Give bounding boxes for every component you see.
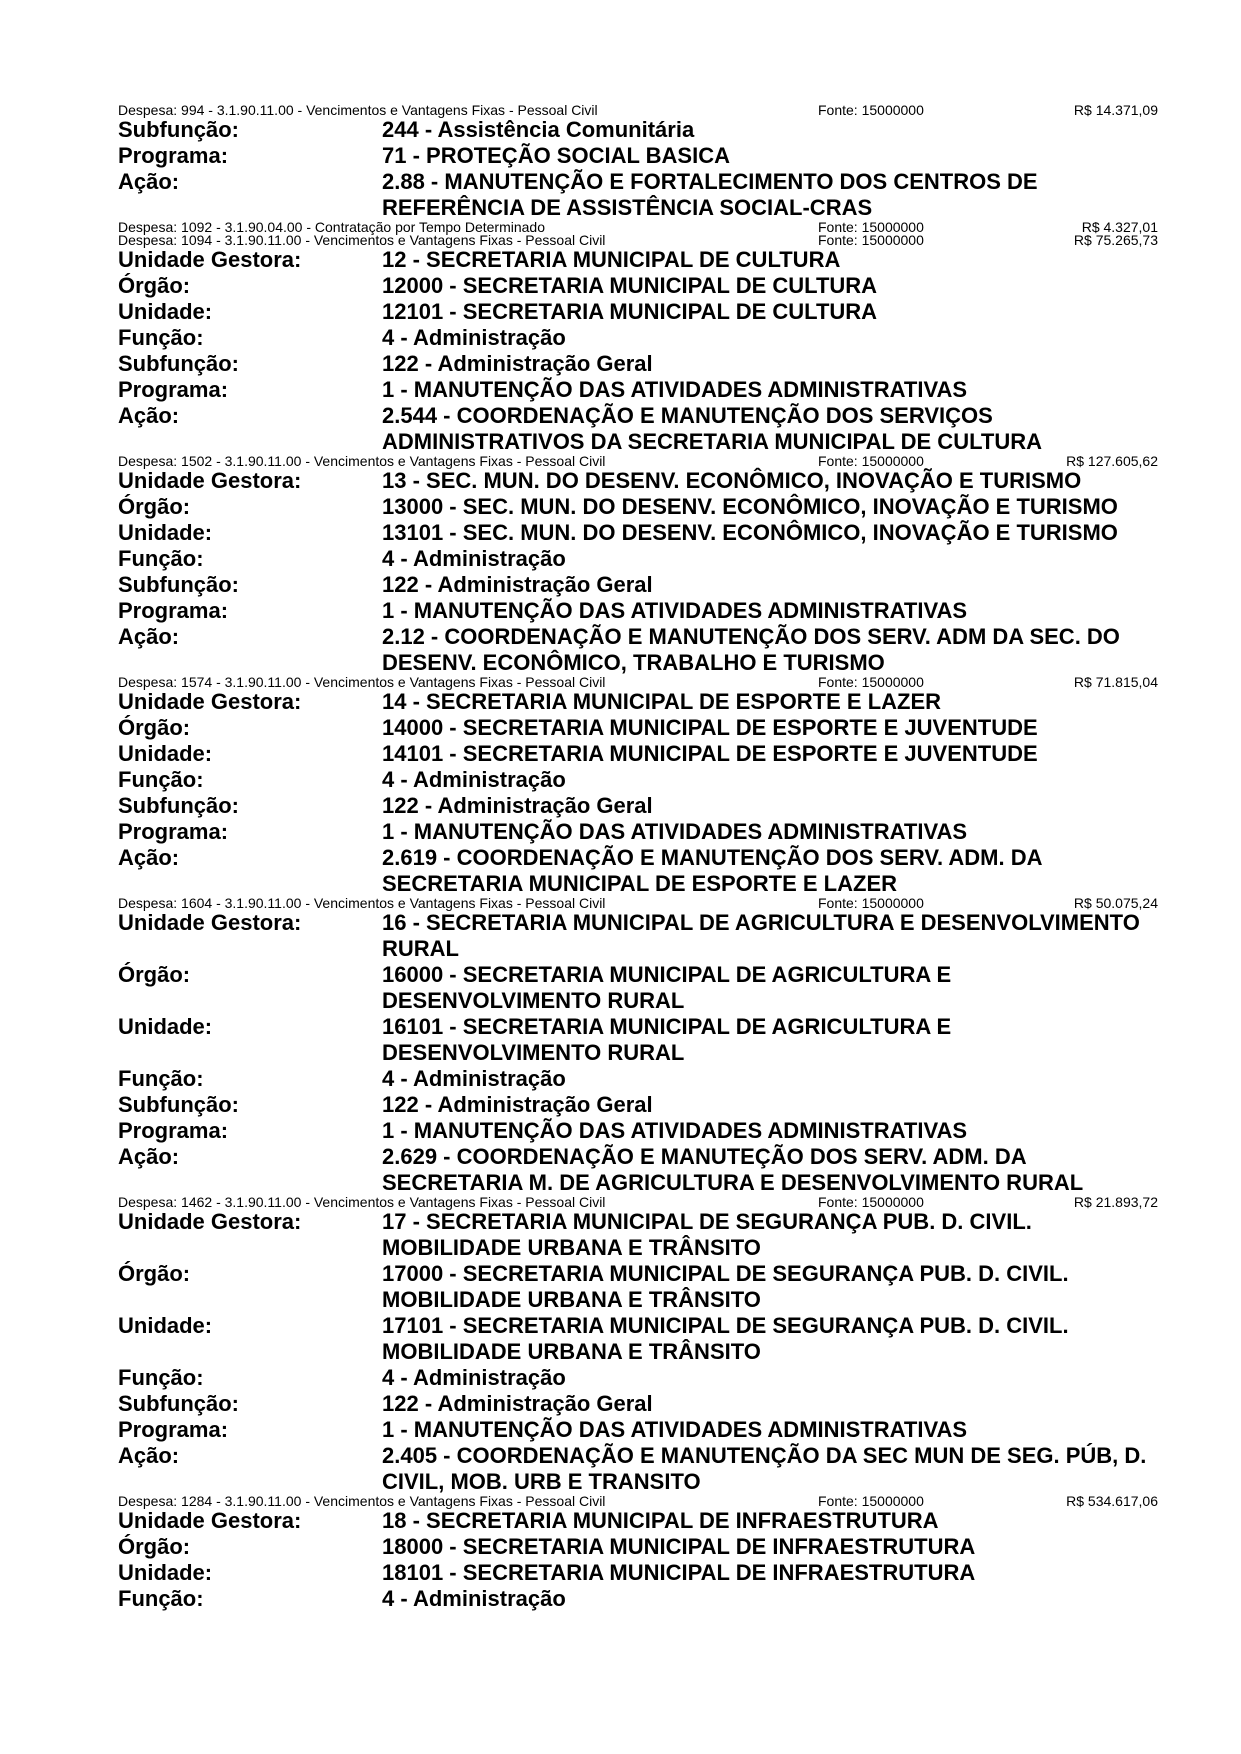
field-value: 17101 - SECRETARIA MUNICIPAL DE SEGURANÇA PUB. D. CIVIL. MOBILIDADE URBANA E TRÂNSITO: [382, 1313, 1069, 1364]
field-value: 4 - Administração: [382, 767, 566, 792]
field-label: Órgão:: [118, 273, 191, 298]
field-label: Ação:: [118, 1443, 180, 1468]
field-value: 14000 - SECRETARIA MUNICIPAL DE ESPORTE E JUVENTUDE: [382, 715, 1038, 740]
field-row: [118, 117, 1158, 143]
field-row: [118, 1066, 1158, 1092]
despesa-fonte: Fonte: 15000000: [818, 232, 924, 248]
despesa-description: Despesa: 1094 - 3.1.90.11.00 - Vencimentos e Vantagens Fixas - Pessoal Civil: [118, 232, 606, 248]
field-label: Subfunção:: [118, 117, 239, 142]
field-value: 13101 - SEC. MUN. DO DESENV. ECONÔMICO, INOVAÇÃO E TURISMO: [382, 520, 1118, 545]
field-label: Programa:: [118, 143, 229, 168]
despesa-line: [118, 897, 1158, 910]
field-label: Ação:: [118, 845, 180, 870]
field-value: 4 - Administração: [382, 1586, 566, 1611]
field-row: [118, 468, 1158, 494]
field-value: 1 - MANUTENÇÃO DAS ATIVIDADES ADMINISTRATIVAS: [382, 819, 968, 844]
despesa-fonte: Fonte: 15000000: [818, 674, 924, 690]
field-value: 18 - SECRETARIA MUNICIPAL DE INFRAESTRUTURA: [382, 1508, 939, 1533]
field-label: Subfunção:: [118, 1391, 239, 1416]
field-value: 2.544 - COORDENAÇÃO E MANUTENÇÃO DOS SERVIÇOS ADMINISTRATIVOS DA SECRETARIA MUNICIPAL DE CULTURA: [382, 403, 1042, 454]
despesa-line: [118, 1495, 1158, 1508]
field-value: 18101 - SECRETARIA MUNICIPAL DE INFRAESTRUTURA: [382, 1560, 976, 1585]
field-label: Unidade Gestora:: [118, 689, 302, 714]
field-row: [118, 520, 1158, 546]
field-value: 17000 - SECRETARIA MUNICIPAL DE SEGURANÇA PUB. D. CIVIL. MOBILIDADE URBANA E TRÂNSITO: [382, 1261, 1069, 1312]
field-label: Unidade Gestora:: [118, 1508, 302, 1533]
field-row: [118, 1209, 1158, 1261]
field-label: Unidade:: [118, 1560, 213, 1585]
field-row: [118, 1092, 1158, 1118]
field-label: Órgão:: [118, 962, 191, 987]
field-row: [118, 1365, 1158, 1391]
field-row: [118, 910, 1158, 962]
field-label: Unidade Gestora:: [118, 910, 302, 935]
field-value: 122 - Administração Geral: [382, 1391, 653, 1416]
field-value: 12101 - SECRETARIA MUNICIPAL DE CULTURA: [382, 299, 878, 324]
despesa-fonte: Fonte: 15000000: [818, 895, 924, 911]
field-row: [118, 624, 1158, 676]
field-label: Unidade Gestora:: [118, 247, 302, 272]
field-value: 12 - SECRETARIA MUNICIPAL DE CULTURA: [382, 247, 841, 272]
field-row: [118, 247, 1158, 273]
despesa-description: Despesa: 1092 - 3.1.90.04.00 - Contratação por Tempo Determinado: [118, 219, 545, 235]
field-value: 14 - SECRETARIA MUNICIPAL DE ESPORTE E LAZER: [382, 689, 942, 714]
field-row: [118, 572, 1158, 598]
field-label: Ação:: [118, 624, 180, 649]
field-label: Unidade Gestora:: [118, 1209, 302, 1234]
despesa-description: Despesa: 1462 - 3.1.90.11.00 - Vencimentos e Vantagens Fixas - Pessoal Civil: [118, 1194, 606, 1210]
field-label: Ação:: [118, 1144, 180, 1169]
despesa-description: Despesa: 1502 - 3.1.90.11.00 - Vencimentos e Vantagens Fixas - Pessoal Civil: [118, 453, 606, 469]
despesa-valor: R$ 75.265,73: [1073, 232, 1158, 248]
field-label: Unidade:: [118, 1313, 213, 1338]
field-label: Programa:: [118, 819, 229, 844]
despesa-valor: R$ 14.371,09: [1073, 102, 1158, 118]
field-label: Órgão:: [118, 1534, 191, 1559]
field-label: Subfunção:: [118, 793, 239, 818]
field-value: 12000 - SECRETARIA MUNICIPAL DE CULTURA: [382, 273, 878, 298]
field-row: [118, 351, 1158, 377]
field-row: [118, 1313, 1158, 1365]
field-label: Programa:: [118, 377, 229, 402]
field-row: [118, 546, 1158, 572]
despesa-line: [118, 1196, 1158, 1209]
field-label: Unidade:: [118, 520, 213, 545]
field-row: [118, 377, 1158, 403]
field-row: [118, 689, 1158, 715]
field-label: Função:: [118, 1066, 204, 1091]
field-label: Unidade:: [118, 299, 213, 324]
despesa-description: Despesa: 1604 - 3.1.90.11.00 - Vencimentos e Vantagens Fixas - Pessoal Civil: [118, 895, 606, 911]
field-label: Programa:: [118, 1417, 229, 1442]
field-value: 1 - MANUTENÇÃO DAS ATIVIDADES ADMINISTRATIVAS: [382, 1417, 968, 1442]
budget-listing: [118, 104, 1158, 1612]
despesa-line: [118, 234, 1158, 247]
field-label: Função:: [118, 546, 204, 571]
field-row: [118, 793, 1158, 819]
field-value: 4 - Administração: [382, 325, 566, 350]
field-label: Função:: [118, 767, 204, 792]
field-value: 122 - Administração Geral: [382, 793, 653, 818]
despesa-description: Despesa: 1284 - 3.1.90.11.00 - Vencimentos e Vantagens Fixas - Pessoal Civil: [118, 1493, 606, 1509]
field-row: [118, 1443, 1158, 1495]
field-row: [118, 273, 1158, 299]
despesa-description: Despesa: 1574 - 3.1.90.11.00 - Vencimentos e Vantagens Fixas - Pessoal Civil: [118, 674, 606, 690]
field-label: Órgão:: [118, 494, 191, 519]
field-row: [118, 1560, 1158, 1586]
field-row: [118, 767, 1158, 793]
field-value: 16000 - SECRETARIA MUNICIPAL DE AGRICULTURA E DESENVOLVIMENTO RURAL: [382, 962, 952, 1013]
field-row: [118, 962, 1158, 1014]
field-row: [118, 143, 1158, 169]
field-label: Subfunção:: [118, 572, 239, 597]
field-row: [118, 169, 1158, 221]
field-value: 16 - SECRETARIA MUNICIPAL DE AGRICULTURA E DESENVOLVIMENTO RURAL: [382, 910, 1140, 961]
field-label: Programa:: [118, 598, 229, 623]
field-value: 4 - Administração: [382, 1365, 566, 1390]
field-value: 2.88 - MANUTENÇÃO E FORTALECIMENTO DOS CENTROS DE REFERÊNCIA DE ASSISTÊNCIA SOCIAL-CRAS: [382, 169, 1038, 220]
field-value: 122 - Administração Geral: [382, 572, 653, 597]
field-label: Órgão:: [118, 1261, 191, 1286]
field-row: [118, 598, 1158, 624]
field-value: 1 - MANUTENÇÃO DAS ATIVIDADES ADMINISTRATIVAS: [382, 598, 968, 623]
field-value: 244 - Assistência Comunitária: [382, 117, 695, 142]
despesa-fonte: Fonte: 15000000: [818, 453, 924, 469]
field-row: [118, 299, 1158, 325]
field-value: 2.619 - COORDENAÇÃO E MANUTENÇÃO DOS SERV. ADM. DA SECRETARIA MUNICIPAL DE ESPORTE E LAZER: [382, 845, 1042, 896]
field-row: [118, 1391, 1158, 1417]
despesa-fonte: Fonte: 15000000: [818, 219, 924, 235]
despesa-fonte: Fonte: 15000000: [818, 1194, 924, 1210]
despesa-valor: R$ 71.815,04: [1073, 674, 1158, 690]
field-row: [118, 715, 1158, 741]
despesa-valor: R$ 21.893,72: [1073, 1194, 1158, 1210]
field-value: 1 - MANUTENÇÃO DAS ATIVIDADES ADMINISTRATIVAS: [382, 1118, 968, 1143]
despesa-valor: R$ 4.327,01: [1081, 219, 1158, 235]
field-row: [118, 1586, 1158, 1612]
field-row: [118, 1014, 1158, 1066]
field-label: Unidade:: [118, 741, 213, 766]
field-value: 2.405 - COORDENAÇÃO E MANUTENÇÃO DA SEC MUN DE SEG. PÚB, D. CIVIL, MOB. URB E TRANSITO: [382, 1443, 1147, 1494]
despesa-fonte: Fonte: 15000000: [818, 1493, 924, 1509]
field-label: Órgão:: [118, 715, 191, 740]
field-row: [118, 1144, 1158, 1196]
despesa-description: Despesa: 994 - 3.1.90.11.00 - Vencimentos e Vantagens Fixas - Pessoal Civil: [118, 102, 598, 118]
field-label: Unidade Gestora:: [118, 468, 302, 493]
field-label: Programa:: [118, 1118, 229, 1143]
field-value: 17 - SECRETARIA MUNICIPAL DE SEGURANÇA PUB. D. CIVIL. MOBILIDADE URBANA E TRÂNSITO: [382, 1209, 1032, 1260]
field-row: [118, 845, 1158, 897]
field-value: 4 - Administração: [382, 546, 566, 571]
field-value: 14101 - SECRETARIA MUNICIPAL DE ESPORTE E JUVENTUDE: [382, 741, 1038, 766]
field-row: [118, 494, 1158, 520]
field-value: 16101 - SECRETARIA MUNICIPAL DE AGRICULTURA E DESENVOLVIMENTO RURAL: [382, 1014, 952, 1065]
field-value: 2.12 - COORDENAÇÃO E MANUTENÇÃO DOS SERV. ADM DA SEC. DO DESENV. ECONÔMICO, TRABALHO E TURISMO: [382, 624, 1120, 675]
field-label: Ação:: [118, 169, 180, 194]
field-label: Ação:: [118, 403, 180, 428]
field-value: 13000 - SEC. MUN. DO DESENV. ECONÔMICO, INOVAÇÃO E TURISMO: [382, 494, 1118, 519]
field-value: 18000 - SECRETARIA MUNICIPAL DE INFRAESTRUTURA: [382, 1534, 976, 1559]
field-row: [118, 1417, 1158, 1443]
field-value: 122 - Administração Geral: [382, 1092, 653, 1117]
field-row: [118, 403, 1158, 455]
field-row: [118, 741, 1158, 767]
field-row: [118, 819, 1158, 845]
despesa-fonte: Fonte: 15000000: [818, 102, 924, 118]
field-label: Função:: [118, 325, 204, 350]
field-row: [118, 325, 1158, 351]
despesa-valor: R$ 127.605,62: [1066, 453, 1158, 469]
field-label: Subfunção:: [118, 351, 239, 376]
despesa-line: [118, 676, 1158, 689]
despesa-line: [118, 455, 1158, 468]
field-value: 71 - PROTEÇÃO SOCIAL BASICA: [382, 143, 730, 168]
despesa-valor: R$ 50.075,24: [1073, 895, 1158, 911]
field-label: Unidade:: [118, 1014, 213, 1039]
field-row: [118, 1534, 1158, 1560]
field-value: 4 - Administração: [382, 1066, 566, 1091]
field-label: Subfunção:: [118, 1092, 239, 1117]
despesa-line: [118, 104, 1158, 117]
field-row: [118, 1261, 1158, 1313]
field-label: Função:: [118, 1365, 204, 1390]
field-label: Função:: [118, 1586, 204, 1611]
field-value: 13 - SEC. MUN. DO DESENV. ECONÔMICO, INOVAÇÃO E TURISMO: [382, 468, 1082, 493]
field-value: 2.629 - COORDENAÇÃO E MANUTEÇÃO DOS SERV. ADM. DA SECRETARIA M. DE AGRICULTURA E DESENVOLVIMENTO RURAL: [382, 1144, 1084, 1195]
despesa-valor: R$ 534.617,06: [1066, 1493, 1158, 1509]
field-row: [118, 1118, 1158, 1144]
field-value: 122 - Administração Geral: [382, 351, 653, 376]
field-value: 1 - MANUTENÇÃO DAS ATIVIDADES ADMINISTRATIVAS: [382, 377, 968, 402]
field-row: [118, 1508, 1158, 1534]
